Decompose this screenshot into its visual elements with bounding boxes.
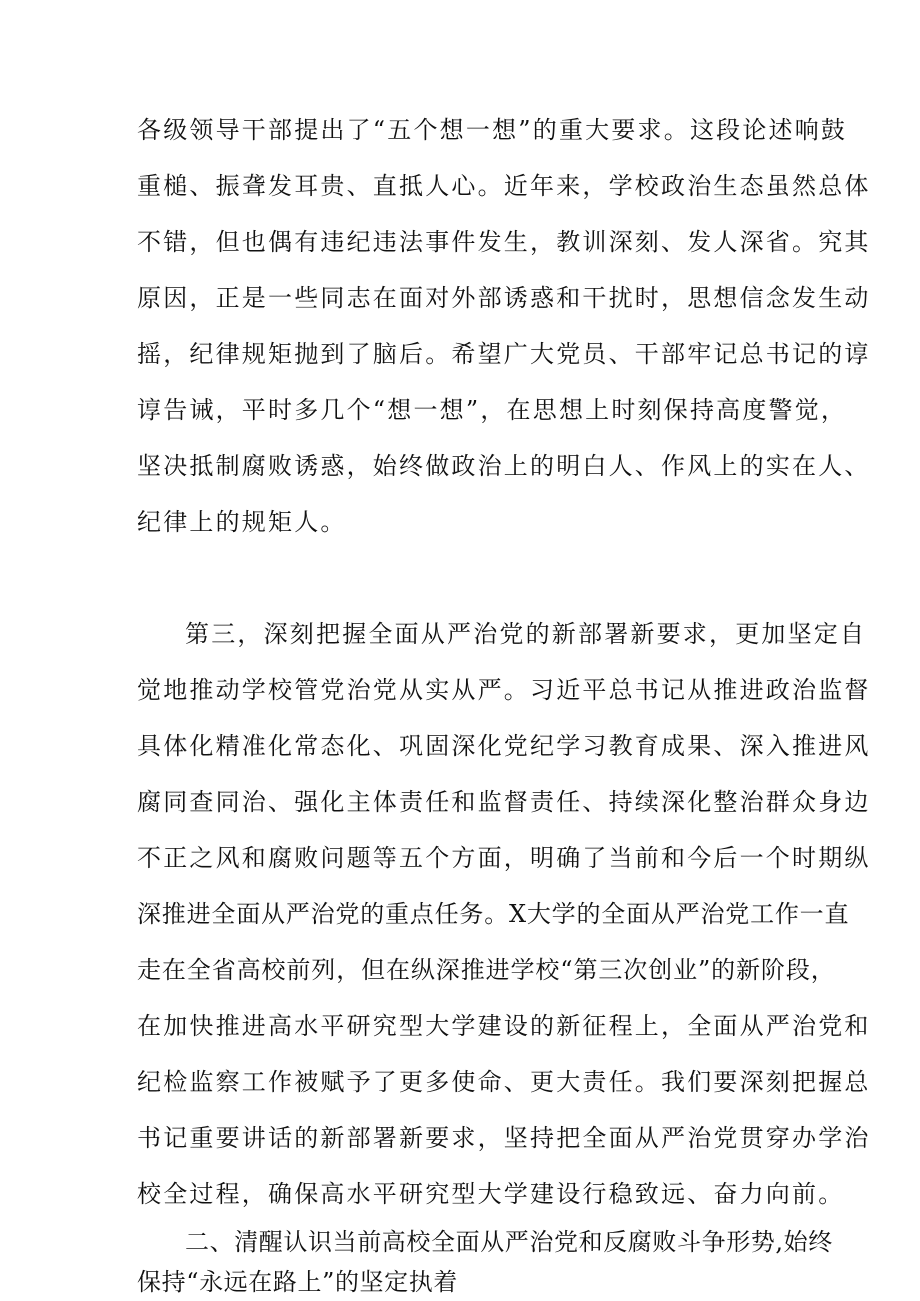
text-line: 具体化精准化常态化、巩固深化党纪学习教育成果、深入推进风 — [137, 732, 871, 760]
text-line: 原因，正是一些同志在面对外部诱惑和干扰时，思想信念发生动 — [137, 284, 871, 312]
heading-line: 保持“永远在路上”的坚定执着 — [137, 1268, 458, 1296]
text-line: 谆告诫，平时多几个“想一想”，在思想上时刻保持高度警觉， — [137, 396, 848, 424]
text-line: 重槌、振聋发耳贵、直抵人心。近年来，学校政治生态虽然总体 — [137, 172, 871, 200]
text-line: 纪律上的规矩人。 — [137, 508, 347, 536]
text-line: 不错，但也偶有违纪违法事件发生，教训深刻、发人深省。究其 — [137, 228, 871, 256]
text-line: 校全过程，确保高水平研究型大学建设行稳致远、奋力向前。 — [137, 1180, 845, 1208]
text-line: 走在全省高校前列，但在纵深推进学校“第三次创业”的新阶段， — [137, 956, 836, 984]
text-line: 各级领导干部提出了“五个想一想”的重大要求。这段论述响鼓 — [137, 116, 848, 144]
text-line: 腐同查同治、强化主体责任和监督责任、持续深化整治群众身边 — [137, 788, 871, 816]
text-line: 纪检监察工作被赋予了更多使命、更大责任。我们要深刻把握总 — [137, 1068, 871, 1096]
text-line: 不正之风和腐败问题等五个方面，明确了当前和今后一个时期纵 — [137, 844, 871, 872]
text-line: 深推进全面从严治党的重点任务。X大学的全面从严治党工作一直 — [137, 900, 850, 928]
heading-line: 二、清醒认识当前高校全面从严治党和反腐败斗争形势,始终 — [185, 1228, 833, 1256]
text-line: 觉地推动学校管党治党从实从严。习近平总书记从推进政治监督 — [137, 676, 871, 704]
text-line: 第三，深刻把握全面从严治党的新部署新要求，更加坚定自 — [185, 620, 867, 648]
text-line: 在加快推进高水平研究型大学建设的新征程上，全面从严治党和 — [137, 1012, 871, 1040]
text-line: 书记重要讲话的新部署新要求，坚持把全面从严治党贯穿办学治 — [137, 1124, 871, 1152]
text-line: 摇，纪律规矩抛到了脑后。希望广大党员、干部牢记总书记的谆 — [137, 340, 871, 368]
text-line: 坚决抵制腐败诱惑，始终做政治上的明白人、作风上的实在人、 — [137, 452, 871, 480]
